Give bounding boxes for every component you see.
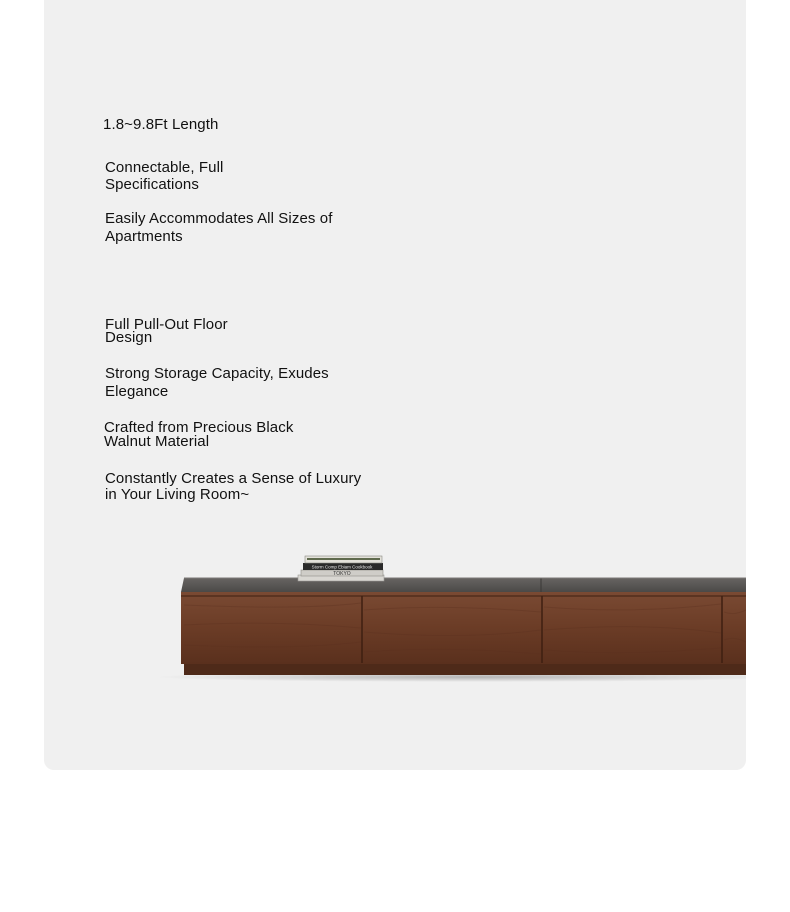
feature-connectable: Connectable, Full Specifications [105,159,224,193]
book-spine-bottom: TOKYO [333,571,351,577]
feature-length: 1.8~9.8Ft Length [103,116,219,133]
cabinet-body [181,592,746,664]
feature-pull-out: Full Pull-Out Floor Design [105,316,228,346]
book-spine-middle: Storm Comp Ebiam Cookbook [311,564,373,570]
feature-storage: Strong Storage Capacity, Exudes Elegance [105,365,329,400]
feature-material: Crafted from Precious Black Walnut Material [104,419,294,450]
product-feature-card [44,0,746,770]
tv-cabinet-image [44,0,746,770]
stone-top [181,578,746,592]
feature-luxury: Constantly Creates a Sense of Luxury in Your Living Room~ [105,470,362,503]
book-stack [298,556,384,581]
feature-apartments: Easily Accommodates All Sizes of Apartments [105,210,333,245]
